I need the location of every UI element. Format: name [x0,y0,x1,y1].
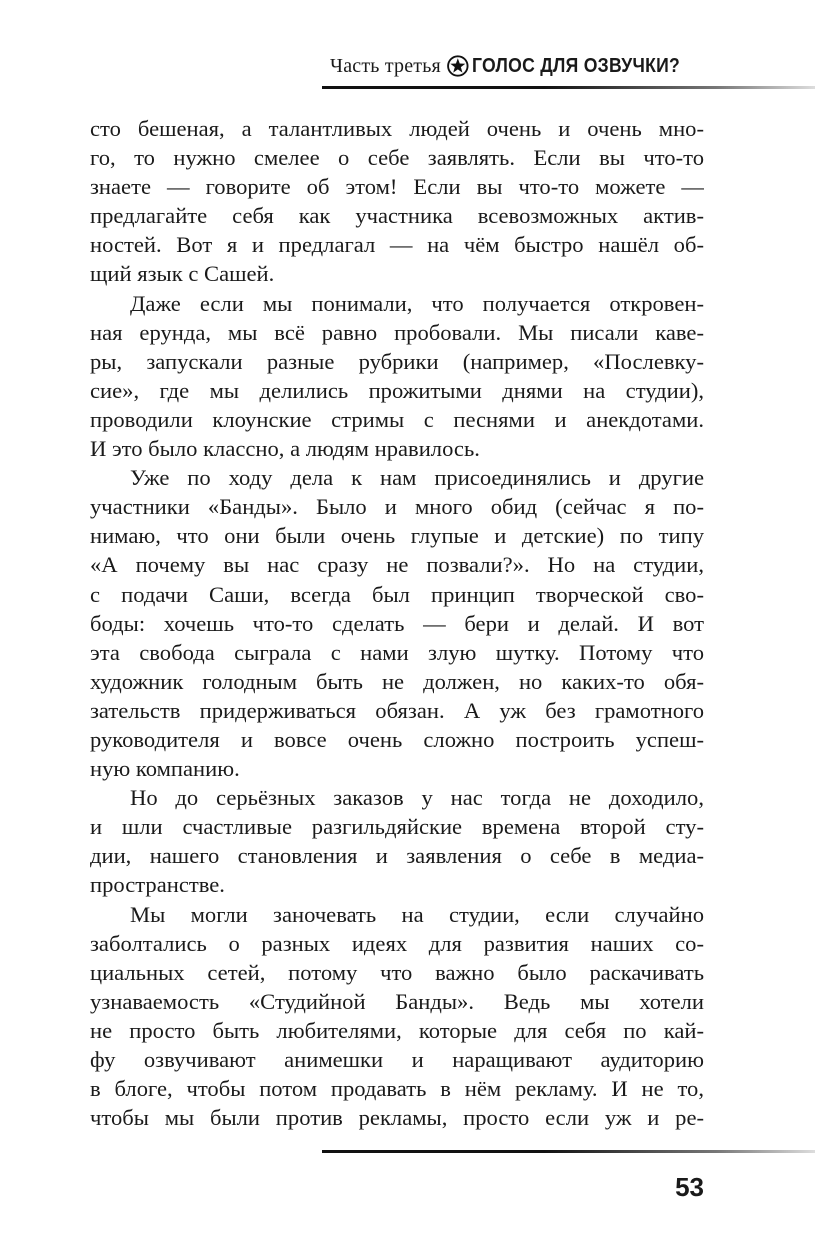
text-line: не просто быть любителями, которые для себя по кай- [90,1017,704,1043]
text-line: в блоге, чтобы потом продавать в нём рекламу. И не то, [90,1076,704,1102]
text-line: заболтались о разных идеях для развития наших со- [90,930,704,956]
star-in-circle-icon [447,51,469,81]
text-line: знаете — говорите об этом! Если вы что-то можете — [90,174,704,200]
text-line: фу озвучивают анимешки и наращивают аудиторию [90,1047,704,1072]
text-line: с подачи Саши, всегда был принцип творческой сво- [90,581,704,607]
text-line: «А почему вы нас сразу не позвали?». Но на студии, [90,552,704,578]
text-line: участники «Банды». Было и много обид (сейчас я по- [90,494,704,520]
text-line: И это было классно, а людям нравилось. [90,436,480,462]
text-line: предлагайте себя как участника всевозможных актив- [90,203,704,229]
text-line: сие», где мы делились прожитыми днями на студии), [90,377,704,403]
header-rule [322,86,815,89]
text-line: нимаю, что они были очень глупые и детские) по типу [90,523,704,549]
page-number: 53 [675,1172,704,1202]
chapter-title: ГОЛОС ДЛЯ ОЗВУЧКИ? [471,54,680,77]
text-line: ностей. Вот я и предлагал — на чём быстро нашёл об- [90,232,704,258]
text-line: узнаваемость «Студийной Банды». Ведь мы хотели [90,988,704,1014]
text-line: Мы могли заночевать на студии, если случайно [130,901,704,927]
text-line: циальных сетей, потому что важно было раскачивать [90,959,704,985]
text-line: щий язык с Сашей. [90,261,275,287]
text-line: Даже если мы понимали, что получается откровен- [130,290,704,316]
text-line: Уже по ходу дела к нам присоединялись и другие [130,465,704,491]
text-line: зательств придерживаться обязан. А уж без грамотного [90,697,704,723]
text-line: проводили клоунские стримы с песнями и анекдотами. [90,406,704,432]
text-line: сто бешеная, а талантливых людей очень и очень мно- [90,116,704,141]
body-text [90,114,704,1132]
text-line: дии, нашего становления и заявления о себе в медиа- [90,843,704,869]
text-line: ную компанию. [90,756,240,782]
text-line: эта свобода сыграла с нами злую шутку. Потому что [90,639,704,665]
text-line: боды: хочешь что-то сделать — бери и делай. И вот [90,610,704,636]
footer-rule [322,1150,815,1153]
text-line: руководителя и вовсе очень сложно построить успеш- [90,726,704,752]
running-head [330,48,708,84]
text-line: го, то нужно смелее о себе заявлять. Если вы что-то [90,145,704,171]
part-label: Часть третья [330,54,441,77]
text-line: чтобы мы были против рекламы, просто если уж и ре- [90,1105,704,1131]
text-line: ная ерунда, мы всё равно пробовали. Мы писали каве- [90,319,704,345]
text-line: ры, запускали разные рубрики (например, «Послевку- [90,348,704,374]
text-line: и шли счастливые разгильдяйские времена второй сту- [90,814,704,840]
text-line: Но до серьёзных заказов у нас тогда не доходило, [130,785,704,811]
text-line: пространстве. [90,872,225,898]
text-line: художник голодным быть не должен, но каких-то обя- [90,668,704,694]
